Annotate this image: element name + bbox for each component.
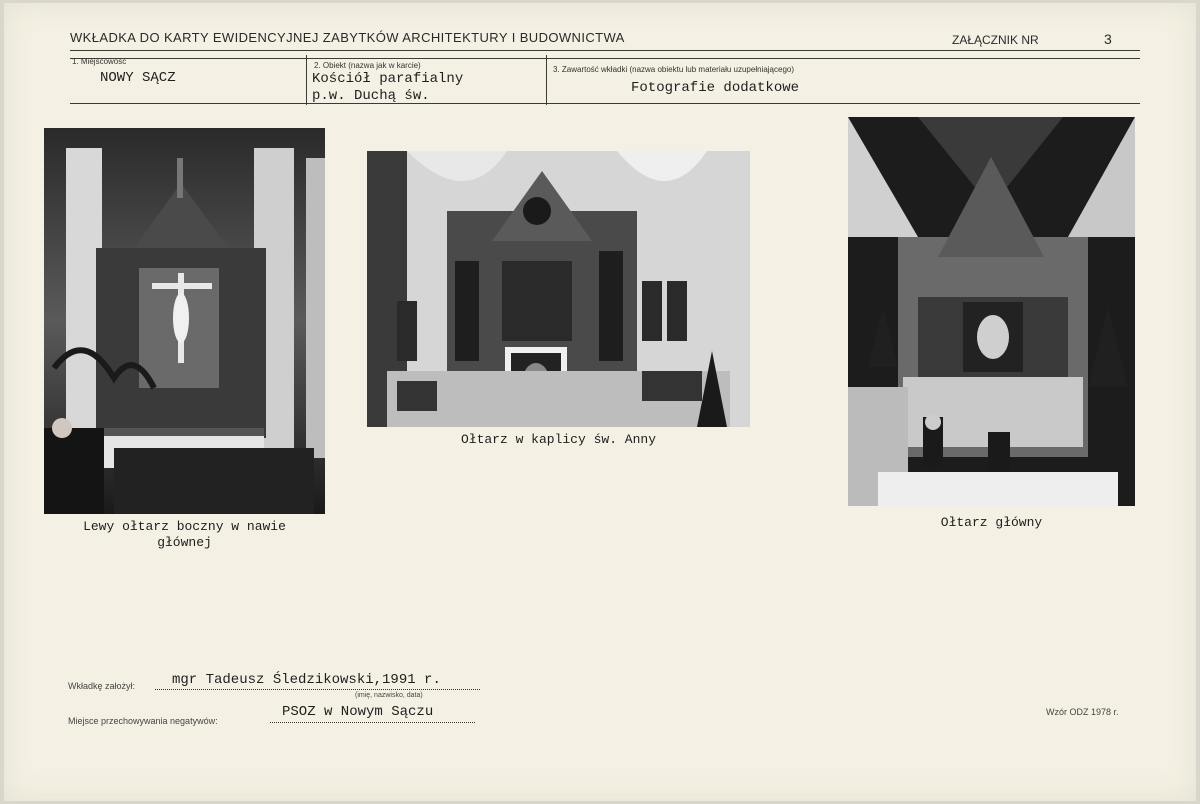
caption-photo-1-line2: głównej	[157, 535, 212, 550]
header-rule-bottom	[70, 103, 1140, 104]
author-label: Wkładkę założył:	[68, 681, 136, 691]
caption-photo-2: Ołtarz w kaplicy św. Anny	[460, 432, 657, 447]
storage-label: Miejsce przechowywania negatywów:	[68, 716, 218, 726]
field-divider-2	[546, 55, 547, 105]
annex-number: 3	[1104, 31, 1112, 47]
form-code: Wzór ODZ 1978 r.	[1046, 707, 1119, 717]
author-hint: (imię, nazwisko, data)	[355, 692, 423, 699]
content-label: 3. Zawartość wkładki (nazwa obiektu lub materiału uzupełniającego)	[553, 65, 795, 74]
location-label: 1. Miejscowość	[72, 57, 127, 66]
location-value: NOWY SĄCZ	[100, 70, 176, 86]
author-value: mgr Tadeusz Śledzikowski,1991 r.	[172, 672, 441, 688]
caption-photo-1-line1: Lewy ołtarz boczny w nawie	[83, 519, 286, 534]
field-divider-1	[306, 55, 307, 105]
header-rule-second	[70, 58, 1140, 59]
content-value: Fotografie dodatkowe	[631, 80, 800, 96]
storage-value: PSOZ w Nowym Sączu	[282, 704, 434, 720]
header-rule-top	[70, 50, 1140, 51]
author-line	[155, 689, 480, 690]
form-title: WKŁADKA DO KARTY EWIDENCYJNEJ ZABYTKÓW ARCHITEKTURY I BUDOWNICTWA	[70, 30, 625, 45]
object-value-line1: Kościół parafialny	[312, 71, 464, 87]
photo-left-side-altar	[44, 128, 325, 514]
caption-photo-3: Ołtarz główny	[940, 515, 1043, 530]
photo-main-altar	[848, 117, 1135, 506]
annex-label: ZAŁĄCZNIK NR	[952, 33, 1039, 47]
object-value-line2: p.w. Duchą św.	[312, 88, 430, 104]
storage-line	[270, 722, 475, 723]
object-label: 2. Obiekt (nazwa jak w karcie)	[314, 61, 421, 70]
photo-st-anne-chapel-altar	[367, 151, 750, 427]
